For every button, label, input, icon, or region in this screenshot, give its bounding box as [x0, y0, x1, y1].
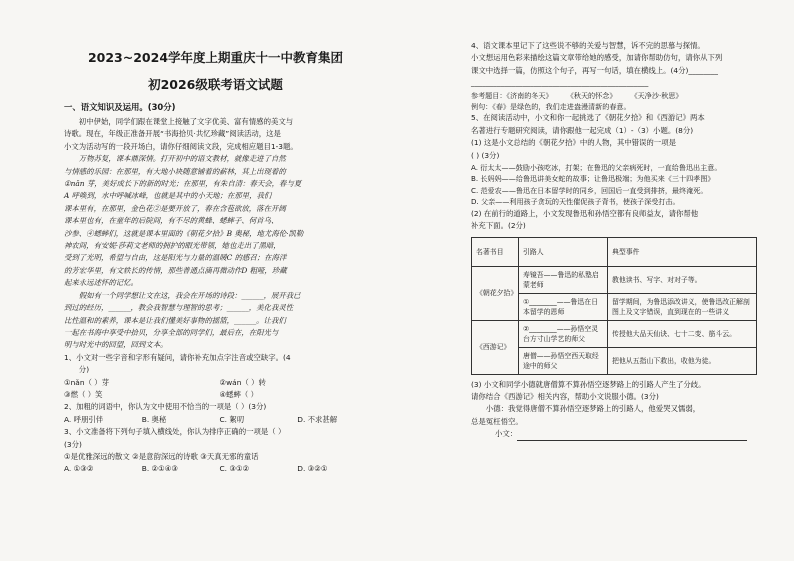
passage-line: 一起在书海中享受中拾贝，分享全部的同学们，最后在，在阳光与 [64, 327, 279, 337]
passage-line: 课本里有，在那里，金色花②是要开放了，春在含苞欲放，落在开阔 [64, 203, 286, 213]
question-2: 2、加粗的词语中，你认为文中使用不恰当的一项是（ ）(3分) [64, 402, 267, 412]
question-1: 1、小文对一些字音和字形有疑问，请你补充加点字注音或空缺字。(4 [64, 352, 291, 362]
question-5: ( ) (3分) [471, 150, 500, 160]
passage-line: 与情感的乐园：在那里，有大地小块随意铺着的薪林，其上出现着的 [64, 166, 286, 176]
passage-line: 起来永远述怀的记忆。 [64, 278, 138, 288]
passage-line: 到过的经历，______，教会我智慧与理智的思考；______，美化我灵性 [64, 303, 294, 313]
table-header: 名著书目 [472, 237, 519, 266]
section-heading: 一、语文知识及运用。(30分) [64, 102, 176, 112]
table-row [472, 320, 757, 347]
passage [64, 153, 375, 289]
passage-line: 假如有一个同学想让文在这，我会在开场的诗段：______，展开我已 [78, 290, 301, 300]
intro-line: 小文为活动写的一段开场白，请你仔细阅读文段，完成相应题目1-3题。 [64, 141, 298, 151]
q4-example: 例句：《春》是绿色的，我们走进盎漫清新的春意。 [471, 102, 631, 112]
q3-option: B. ②①④③ [141, 464, 179, 474]
question-4: 课文中选择一篇，仿照这个句子，再写一句话，填在横线上。(4分)________ [471, 65, 718, 75]
q3-items: ①是优雅深远的散文 ②是意韵深远的诗歌 ③天真无邪的童话 [64, 451, 259, 461]
passage-line: 比性温和的素养，课本是让我们懂美好事物的摇篮，______。让我们 [64, 315, 286, 325]
passage-line: 明与时光中的回望，回到文本。 [64, 340, 168, 350]
question-5-3: 总是冤枉悟空。 [471, 416, 523, 426]
q5-option: B. 长妈妈——给鲁迅讲美女蛇的故事；让鲁迅极端；为他买来《三十四孝图》 [471, 174, 715, 184]
question-4: 小文想运用色彩来描绘这篇文章带给她的感受，加请你帮助仿句，请你从下列 [471, 53, 723, 63]
question-4: 4、语文课本里记下了这些说不够的关爱与智慧，诉不完的思慕与探情。 [471, 41, 705, 50]
table-cell: ①________——鲁迅在日本留学的恩师 [519, 293, 608, 320]
table-cell: 唐僧——孙悟空西天取经途中的师父 [519, 347, 608, 374]
table-cell: 教他读书、写字、对对子等。 [608, 266, 757, 293]
question-5: 名著进行专题研究阅读，请你跟他一起完成（1）-（3）小题。(8分) [471, 125, 694, 135]
q2-option: A. 呼朋引伴 [64, 414, 104, 424]
table-cell: 寿镜吾——鲁迅的私塾启蒙老师 [519, 266, 608, 293]
q3-option: A. ①③② [64, 464, 94, 474]
q5-option: D. 父亲——利用孩子贪玩的天性催促孩子背书，使孩子深受打击。 [471, 197, 680, 207]
q3-option: D. ③②① [297, 464, 328, 474]
exam-title: 2023~2024学年度上期重庆十一中教育集团 [87, 50, 344, 65]
answer-label: 小文： [495, 429, 518, 439]
q1-option: ④蟋蟀（ ） [219, 389, 259, 399]
q1-options [64, 377, 375, 389]
q3-option: C. ③①② [219, 464, 250, 474]
passage-line: 沙参、④蟋蟀们，这就是课本里面的《朝花夕拾》B 奥秘，地尤海伦·凯勒 [64, 228, 304, 238]
passage-2 [64, 290, 375, 352]
question-5-3: 小德：我觉得唐僧不算孙悟空逐梦路上的引路人，他爱哭又懦弱， [485, 404, 701, 414]
q2-options [64, 414, 375, 426]
answer-field [495, 428, 774, 440]
q4-reference: 参考题目：《济南的冬天》 《秋天的怀念》 《天净沙·秋思》 [471, 90, 683, 100]
question-3-score: (3分) [64, 439, 82, 449]
table-cell: 留学期间，为鲁迅添改讲义，使鲁迅改正解剖图上及文字错误，直到现在的一些讲义 [608, 293, 757, 320]
passage-line: 受到了光明，希望与自由，这是阳光与力量的温暖C 的感召；在海洋 [64, 253, 287, 263]
passage-line: 万物苏复，课本鼎深情。打开初中的语文教材，就像走进了自然 [78, 154, 286, 164]
table-header: 引路人 [519, 237, 608, 266]
question-3: 3、小文准备将下列句子填入横线处，你认为排序正确的一项是（ ） [64, 427, 286, 437]
q3-options [64, 463, 375, 475]
q5-option: A. 衍太太——鼓励小孩吃冰，打架；在鲁迅的父亲病死时，一直给鲁迅出主意。 [471, 163, 722, 173]
table-cell: 传授他大品天仙诀、七十二变、筋斗云。 [608, 320, 757, 347]
question-5-2: (2) 在前行的道路上，小文发现鲁迅和孙悟空都有良师益友，请你帮他 [471, 208, 699, 218]
right-page [397, 0, 794, 561]
table-cell: 《西游记》 [472, 320, 519, 374]
intro-line: 诗歌。现在，年级正准备开展“书海拾贝·共忆珍藏”阅读活动，这是 [64, 129, 281, 139]
question-5: 5、在阅读活动中，小文和你一起挑选了《朝花夕拾》和《西游记》两本 [471, 113, 705, 123]
passage-line: ①nǎn 芽，美好成长下的新的时光；在那里，有朱自清：春天会，春与夏 [64, 179, 302, 189]
passage-line: 课本里也有，在童年的后院间，有不尽的黄蜂、蟋蟀子、何首乌、 [64, 216, 279, 226]
question-5-3: (3) 小文和同学小德就唐僧算不算孙悟空逐梦路上的引路人产生了分歧。 [471, 379, 706, 389]
q1-options [64, 389, 375, 401]
passage-line: A 呼唤到，水中呼喊冰峰，也就是其中的小天地；在那里，我们 [64, 191, 272, 201]
q2-option: C. 絮叨 [219, 414, 245, 424]
table-row [472, 266, 757, 293]
table-cell: 把他从五指山下救出，收他为徒。 [608, 347, 757, 374]
q1-option: ③燃（ ）笑 [64, 389, 103, 399]
table-cell: 《朝花夕拾》 [472, 266, 519, 320]
q2-option: D. 不求甚解 [297, 414, 338, 424]
passage-line: 神农间，有安妮·莎莉文老师的拥护的眼光带领，她也走出了黑暗， [64, 241, 281, 251]
exam-subtitle: 初2026级联考语文试题 [148, 77, 283, 92]
answer-line [517, 440, 747, 441]
q1-option: ②wán（ ）转 [219, 377, 266, 387]
table-cell: ②________——孙悟空灵台方寸山学艺的师父 [519, 320, 608, 347]
q2-option: B. 奥秘 [141, 414, 167, 424]
intro-line: 初中伊始，同学们跟在课堂上接触了文字优美、富有情感的美文与 [78, 117, 294, 126]
passage-line: 的芳宏华里，有文轶长的传情，那些普通点滴再微动作D 粗哑，珍藏 [64, 265, 287, 275]
table-header: 典型事件 [608, 237, 757, 266]
table-header-row [472, 237, 757, 266]
question-1-score: 分) [78, 365, 90, 375]
question-5-3: 请你结合《西游记》相关内容，帮助小文说服小德。(3分) [471, 391, 659, 401]
question-5: (1) 这是小文总结的《朝花夕拾》中的人物，其中错误的一项是 [471, 138, 676, 148]
q5-option: C. 范爱农——鲁迅在日本留学时的同乡，回国后一直受到排挤，最终淹死。 [471, 185, 708, 195]
q1-option: ①nǎn（ ）芽 [64, 377, 110, 387]
mentor-table [471, 237, 757, 375]
answer-line: ________________________________________________ [471, 78, 649, 88]
question-5-2: 补充下面。(2分) [471, 221, 526, 231]
